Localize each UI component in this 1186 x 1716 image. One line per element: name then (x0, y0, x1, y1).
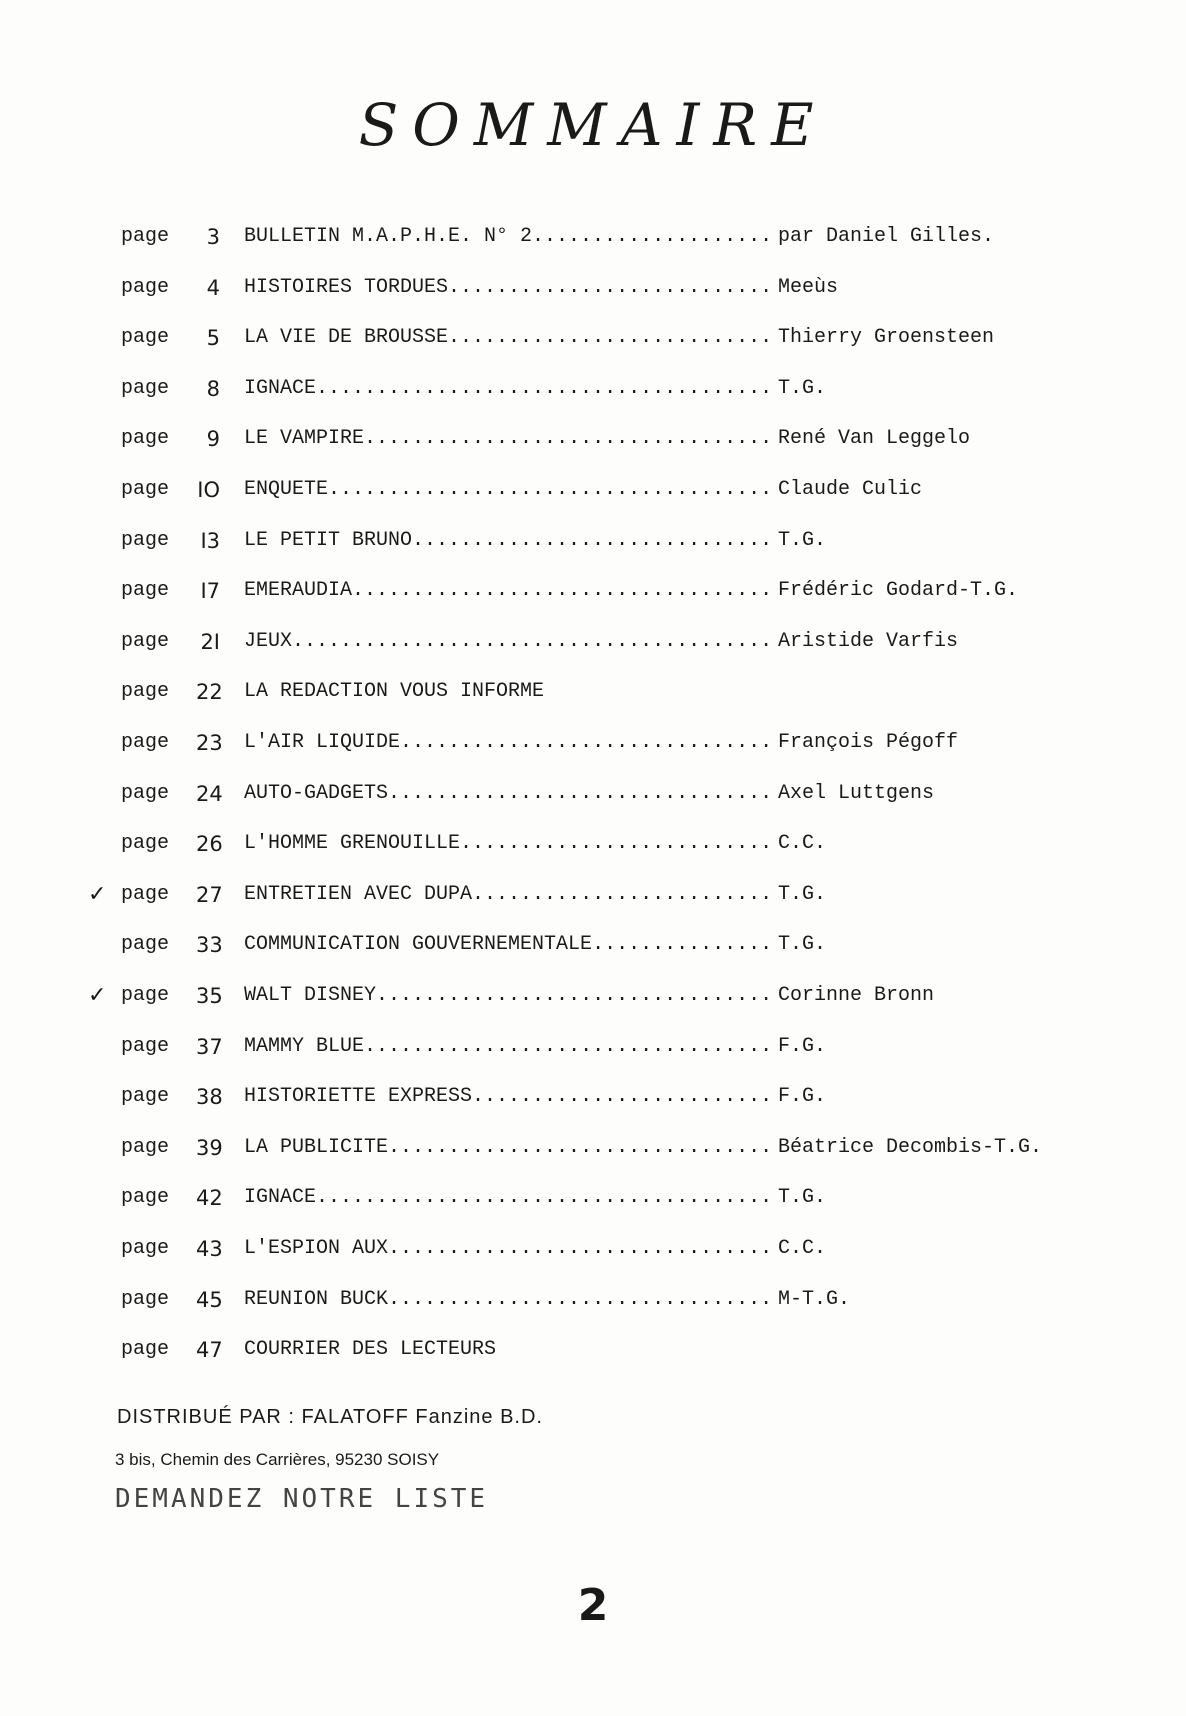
toc-entry-author: Béatrice Decombis-T.G. (778, 1135, 1043, 1159)
toc-page-number: 27 (196, 882, 223, 907)
toc-entry-title-text: LA VIE DE BROUSSE (244, 326, 449, 350)
toc-entry-title (244, 273, 772, 303)
dot-leader: ............... (592, 933, 773, 957)
toc-row (0, 576, 1186, 606)
page-label: page (121, 1034, 170, 1058)
toc-entry-title-text: IGNACE (244, 1186, 317, 1210)
toc-entry-author: Meeùs (778, 275, 839, 299)
toc-page-number: 23 (196, 731, 223, 755)
toc-entry-author: René Van Leggelo (778, 427, 971, 451)
toc-entry-author: par Daniel Gilles. (778, 225, 995, 248)
toc-entry-title (244, 1133, 772, 1163)
page-number: 2 (577, 1580, 609, 1631)
toc-entry-title-text: LE VAMPIRE (244, 427, 365, 451)
toc-entry-title-text: COMMUNICATION GOUVERNEMENTALE (244, 933, 593, 957)
toc-entry-title-text: ENTRETIEN AVEC DUPA (244, 882, 473, 906)
dot-leader: ................................. (376, 984, 773, 1007)
toc-entry-title (244, 779, 772, 809)
toc-entry-author: T.G. (778, 933, 827, 957)
toc-page-number: I7 (200, 579, 220, 604)
toc-row (0, 323, 1186, 353)
toc-row (0, 728, 1186, 758)
toc-row (0, 424, 1186, 454)
toc-row (0, 475, 1186, 505)
dot-leader: ...................................... (316, 376, 773, 400)
page-label: page (121, 1237, 170, 1260)
page-label: page (121, 478, 170, 501)
page-label: page (121, 579, 170, 603)
toc-entry-title-text: BULLETIN M.A.P.H.E. N° 2 (244, 225, 533, 248)
toc-entry-title (244, 1032, 772, 1062)
page-label: page (121, 832, 170, 856)
toc-entry-title-text: EMERAUDIA (244, 579, 353, 603)
dot-leader: ......................... (472, 1085, 773, 1109)
toc-entry-author: Frédéric Godard-T.G. (778, 579, 1019, 603)
dot-leader: ......................... (472, 882, 773, 906)
toc-page-number: 38 (196, 1085, 223, 1110)
dot-leader: .................................. (364, 427, 773, 451)
distributor-address: 3 bis, Chemin des Carrières, 95230 SOISY (115, 1450, 440, 1469)
page-title: SOMMAIRE (358, 90, 828, 159)
toc-entry-author: T.G. (778, 1186, 827, 1210)
distributor-line: DISTRIBUÉ PAR : FALATOFF Fanzine B.D. (117, 1406, 543, 1428)
page-label: page (121, 680, 170, 704)
toc-entry-author: C.C. (778, 1237, 827, 1260)
toc-entry-author: C.C. (778, 832, 827, 856)
dot-leader: ........................... (448, 326, 773, 350)
toc-page-number: 24 (196, 781, 223, 806)
toc-page-number: 33 (196, 933, 223, 958)
toc-entry-title (244, 627, 772, 657)
toc-page-number: 26 (196, 832, 223, 857)
toc-entry-title (244, 1335, 496, 1365)
toc-page-number: 35 (196, 984, 223, 1008)
toc-row (0, 880, 1186, 910)
toc-page-number: 2I (200, 629, 220, 654)
toc-page-number: I3 (200, 528, 220, 553)
toc-entry-title-text: WALT DISNEY (244, 984, 377, 1007)
page-label: page (121, 933, 170, 957)
toc-row (0, 677, 1186, 707)
page-label: page (121, 629, 170, 653)
toc-row (0, 273, 1186, 303)
toc-entry-title-text: JEUX (244, 629, 293, 653)
toc-page-number: 8 (206, 376, 220, 401)
toc-row (0, 1183, 1186, 1213)
toc-page-number: 39 (196, 1135, 223, 1160)
toc-row (0, 779, 1186, 809)
dot-leader: .......................... (460, 832, 773, 856)
dot-leader: ........................... (448, 275, 773, 299)
list-request-stamp: DEMANDEZ NOTRE LISTE (115, 1484, 489, 1514)
check-mark-icon: ✓ (88, 881, 107, 907)
dot-leader: ................................ (388, 1237, 773, 1260)
toc-entry-author: Thierry Groensteen (778, 326, 995, 350)
dot-leader: ............................... (400, 731, 773, 754)
toc-entry-title-text: REUNION BUCK (244, 1287, 389, 1311)
toc-page-number: 3 (206, 225, 220, 249)
page-label: page (121, 1135, 170, 1159)
toc-entry-title (244, 677, 544, 707)
page-label: page (121, 1085, 170, 1109)
toc-entry-author: Claude Culic (778, 478, 923, 501)
toc-page-number: 47 (196, 1338, 223, 1363)
toc-entry-title (244, 526, 772, 556)
dot-leader: .............................. (412, 528, 773, 552)
toc-entry-title-text: ENQUETE (244, 478, 329, 501)
toc-entry-title (244, 222, 772, 252)
toc-entry-title (244, 1234, 772, 1264)
toc-entry-author: Corinne Bronn (778, 984, 935, 1007)
toc-page-number: 37 (196, 1034, 223, 1059)
toc-entry-author: T.G. (778, 528, 827, 552)
toc-entry-title-text: IGNACE (244, 376, 317, 400)
toc-row (0, 627, 1186, 657)
page-label: page (121, 1186, 170, 1210)
toc-page-number: 45 (196, 1287, 223, 1312)
toc-page-number: 9 (206, 427, 220, 452)
toc-entry-author: F.G. (778, 1034, 827, 1058)
toc-row (0, 1285, 1186, 1315)
toc-entry-title-text: L'HOMME GRENOUILLE (244, 832, 461, 856)
toc-row (0, 1234, 1186, 1264)
toc-entry-author: François Pégoff (778, 731, 959, 754)
toc-entry-title-text: L'AIR LIQUIDE (244, 731, 401, 754)
dot-leader: ........................................ (292, 629, 773, 653)
toc-entry-title-text: AUTO-GADGETS (244, 781, 389, 805)
toc-entry-author: Axel Luttgens (778, 781, 935, 805)
toc-row (0, 222, 1186, 252)
toc-entry-title-text: MAMMY BLUE (244, 1034, 365, 1058)
dot-leader: ................................ (388, 1135, 773, 1159)
toc-entry-author: T.G. (778, 376, 827, 400)
dot-leader: ................................ (388, 781, 773, 805)
toc-page-number: 43 (196, 1237, 223, 1261)
dot-leader: ..................................... (328, 478, 773, 501)
page-label: page (121, 326, 170, 350)
page-label: page (121, 376, 170, 400)
toc-entry-title (244, 1285, 772, 1315)
toc-entry-author: T.G. (778, 882, 827, 906)
toc-page-number: IO (197, 478, 220, 502)
toc-entry-title (244, 576, 772, 606)
page-label: page (121, 275, 170, 299)
toc-row (0, 829, 1186, 859)
toc-row (0, 1082, 1186, 1112)
toc-row (0, 526, 1186, 556)
toc-entry-author: M-T.G. (778, 1287, 851, 1311)
toc-page-number: 22 (196, 680, 223, 705)
page-label: page (121, 1338, 170, 1362)
toc-entry-title (244, 1183, 772, 1213)
dot-leader: .................... (532, 225, 773, 248)
dot-leader: ...................................... (316, 1186, 773, 1210)
toc-entry-title (244, 930, 772, 960)
toc-entry-title-text: L'ESPION AUX (244, 1237, 389, 1260)
toc-entry-title-text: HISTOIRES TORDUES (244, 275, 449, 299)
page-label: page (121, 225, 170, 248)
toc-entry-title (244, 829, 772, 859)
toc-entry-author: F.G. (778, 1085, 827, 1109)
toc-entry-title-text: COURRIER DES LECTEURS (244, 1338, 497, 1362)
dot-leader: ................................... (352, 579, 773, 603)
toc-row (0, 1032, 1186, 1062)
dot-leader: ................................ (388, 1287, 773, 1311)
page-label: page (121, 882, 170, 906)
toc-entry-title (244, 1082, 772, 1112)
toc-row (0, 374, 1186, 404)
toc-entry-title (244, 475, 772, 505)
check-mark-icon: ✓ (88, 983, 107, 1008)
page-label: page (121, 528, 170, 552)
toc-page-number: 5 (206, 326, 220, 351)
page-label: page (121, 984, 170, 1007)
toc-entry-title (244, 374, 772, 404)
page-label: page (121, 781, 170, 805)
toc-entry-title (244, 728, 772, 758)
toc-entry-title (244, 880, 772, 910)
toc-entry-title-text: HISTORIETTE EXPRESS (244, 1085, 473, 1109)
page-label: page (121, 731, 170, 754)
toc-row (0, 1133, 1186, 1163)
toc-entry-title (244, 424, 772, 454)
toc-entry-title-text: LA PUBLICITE (244, 1135, 389, 1159)
toc-page-number: 4 (206, 275, 220, 300)
dot-leader: .................................. (364, 1034, 773, 1058)
toc-page-number: 42 (196, 1186, 223, 1211)
toc-entry-author: Aristide Varfis (778, 629, 959, 653)
toc-row (0, 981, 1186, 1011)
page-label: page (121, 1287, 170, 1311)
toc-row (0, 1335, 1186, 1365)
toc-entry-title (244, 323, 772, 353)
page-label: page (121, 427, 170, 451)
toc-entry-title-text: LA REDACTION VOUS INFORME (244, 680, 545, 704)
toc-entry-title-text: LE PETIT BRUNO (244, 528, 413, 552)
toc-entry-title (244, 981, 772, 1011)
toc-row (0, 930, 1186, 960)
